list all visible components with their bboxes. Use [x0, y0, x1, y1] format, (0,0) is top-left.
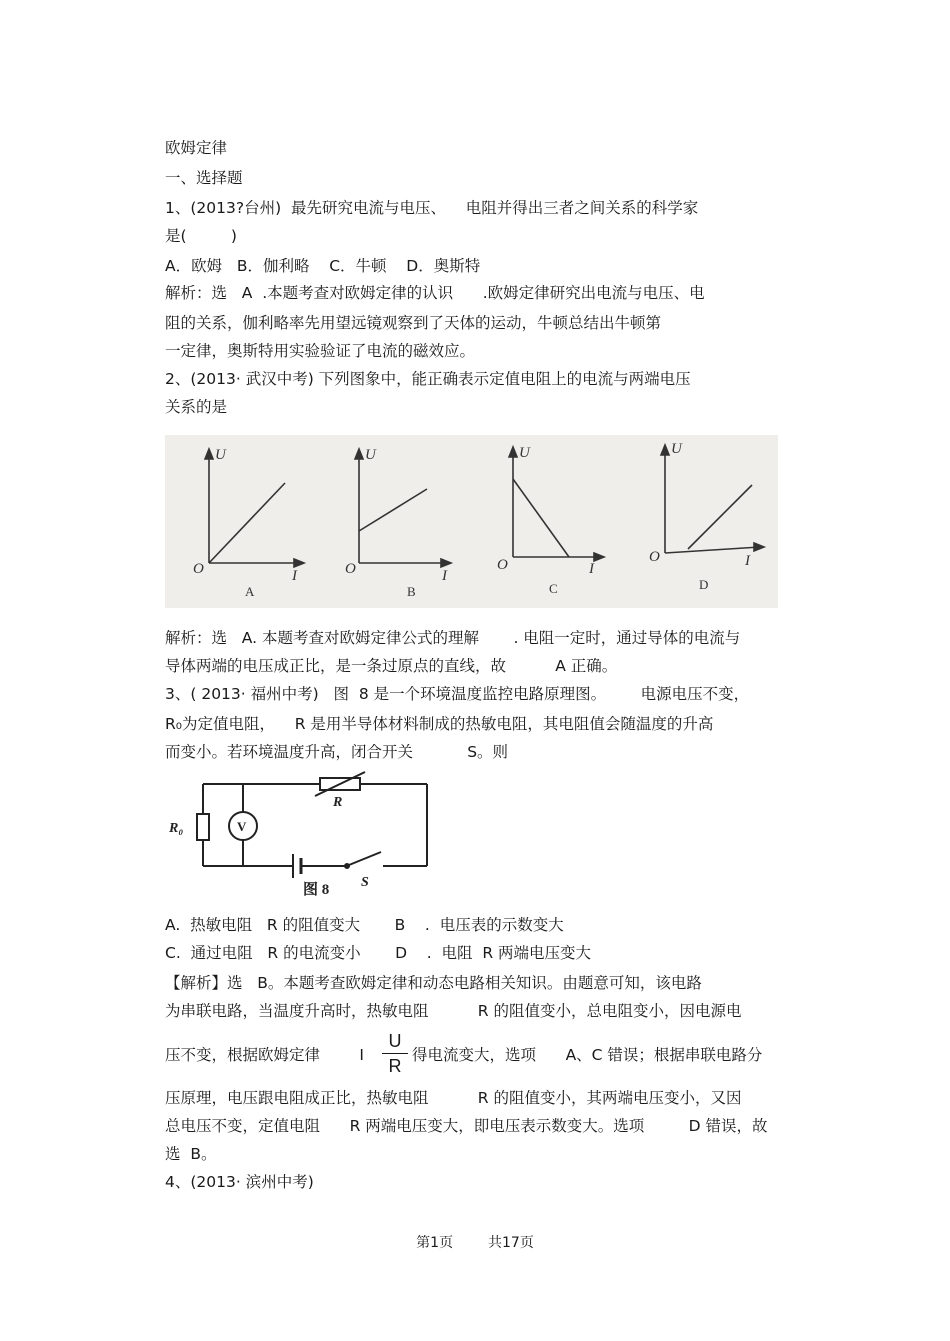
graph-c-origin: O: [497, 557, 508, 573]
ohms-law-fraction: [382, 1030, 408, 1077]
graph-label-d: D: [699, 577, 709, 592]
text-line-q1e3: 一定律，奥斯特用实验验证了电流的磁效应。: [165, 342, 476, 360]
text-line-q3c: 而变小。若环境温度升高，闭合开关 S。则: [165, 743, 509, 761]
text-line-q2b: 关系的是: [165, 398, 228, 416]
text-line-q2e2: 导体两端的电压成正比，是一条过原点的直线，故 A 正确。: [165, 657, 618, 675]
text-line-q3a: 3、( 2013· 福州中考) 图 8 是一个环境温度监控电路原理图。 电源电压不变，: [165, 685, 750, 703]
graph-c-axis-i: I: [589, 561, 594, 577]
text-line-q1b: 是( ): [165, 227, 237, 245]
figure-caption: 图 8: [303, 882, 330, 898]
fraction-numerator: U: [388, 1031, 402, 1051]
fraction-denominator: R: [388, 1056, 402, 1076]
fraction-bar: [382, 1053, 408, 1054]
text-line-q3e5: 总电压不变，定值电阻 R 两端电压变大，即电压表示数变大。选项 D 错误，故: [165, 1117, 768, 1135]
text-line-q1e1: 解析：选 A .本题考查对欧姆定律的认识 .欧姆定律研究出电流与电压、电: [165, 284, 705, 302]
text-line-q1a: 1、(2013?台州) 最先研究电流与电压、 电阻并得出三者之间关系的科学家: [165, 199, 699, 217]
graph-b-axis-u: U: [365, 447, 376, 463]
text-line-title: 欧姆定律: [165, 139, 228, 157]
graph-d-axis-i: I: [745, 553, 750, 569]
text-line-q2a: 2、(2013· 武汉中考) 下列图象中，能正确表示定值电阻上的电流与两端电压: [165, 370, 691, 388]
page-footer: [0, 1232, 950, 1252]
graph-a-origin: O: [193, 561, 204, 577]
text-line-q3oA: A. 热敏电阻 R 的阻值变大 B . 电压表的示数变大: [165, 916, 564, 934]
text-line-q3e2: 为串联电路，当温度升高时，热敏电阻 R 的阻值变小，总电阻变小，因电源电: [165, 1002, 742, 1020]
text-line-q3e3a: 压不变，根据欧姆定律 I: [165, 1046, 364, 1064]
text-line-section: 一、选择题: [165, 169, 243, 187]
text-line-q2e1: 解析：选 A. 本题考查对欧姆定律公式的理解 . 电阻一定时，通过导体的电流与: [165, 629, 741, 647]
graph-b-axis-i: I: [442, 568, 447, 584]
graph-c-axis-u: U: [519, 445, 530, 461]
text-line-q3e4: 压原理，电压跟电阻成正比，热敏电阻 R 的阻值变小，其两端电压变小，又因: [165, 1089, 742, 1107]
r-label: R: [333, 795, 343, 810]
text-line-q1opts: A．欧姆 B．伽利略 C．牛顿 D．奥斯特: [165, 257, 481, 275]
voltmeter-label: V: [237, 819, 247, 834]
text-line-q3e3b: 得电流变大，选项 A、C 错误；根据串联电路分: [412, 1046, 763, 1064]
switch-label: S: [361, 875, 369, 890]
q3-circuit-figure: [165, 770, 433, 905]
page-total: 共17页: [488, 1235, 534, 1251]
graph-label-b: B: [407, 584, 416, 599]
text-line-q3b: R₀为定值电阻， R 是用半导体材料制成的热敏电阻，其电阻值会随温度的升高: [165, 715, 714, 733]
graph-d-origin: O: [649, 549, 660, 565]
text-line-q3e6: 选 B。: [165, 1145, 217, 1163]
graph-label-c: C: [549, 581, 558, 596]
graph-b-origin: O: [345, 561, 356, 577]
text-line-q4: 4、(2013· 滨州中考): [165, 1173, 314, 1191]
graph-label-a: A: [245, 584, 255, 599]
page-number: 第1页: [416, 1235, 454, 1251]
text-line-q1e2: 阻的关系，伽利略率先用望远镜观察到了天体的运动，牛顿总结出牛顿第: [165, 314, 662, 332]
graph-a-axis-u: U: [215, 447, 226, 463]
text-line-q3e1: 【解析】选 B。本题考查欧姆定律和动态电路相关知识。由题意可知，该电路: [165, 974, 702, 992]
graph-a-axis-i: I: [292, 568, 297, 584]
text-line-q3oC: C. 通过电阻 R 的电流变小 D . 电阻 R 两端电压变大: [165, 944, 592, 962]
q2-graphs-figure: [165, 435, 778, 608]
r0-label: R₀: [169, 821, 184, 836]
graph-d-axis-u: U: [671, 441, 682, 457]
